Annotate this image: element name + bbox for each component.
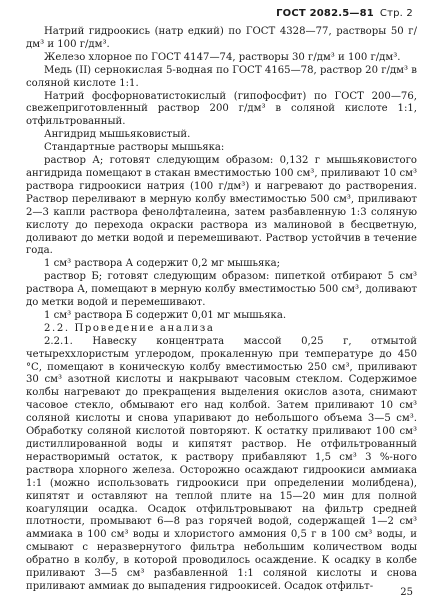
reagent-sodium-hydroxide: Натрий гидроокись (натр едкий) по ГОСТ 4328—77, растворы 50 г/дм³ и 100 г/дм³. bbox=[26, 26, 417, 50]
solution-b-content: 1 см³ раствора Б содержит 0,01 мг мышьяка. bbox=[44, 309, 287, 321]
standard-code: ГОСТ 2082.5—81 bbox=[276, 8, 374, 19]
standard-solutions-heading: Стандартные растворы мышьяка: bbox=[44, 142, 225, 154]
reagent-sodium-hypophosphite: Натрий фосфорноватистокислый (гипофосфит) по ГОСТ 200—76, свежеприготовленный раствор 200 г/дм³ в соляной кислоте 1:1, отфильтрованный. bbox=[26, 90, 417, 128]
solution-a-preparation: раствор А; готовят следующим образом: 0,132 г мышьяковистого ангидрида помещают в стакан вместимостью 100 см³, приливают 10 см³ раствора гидроокиси натрия (100 г/дм³) и нагревают до растворения. Раствор переливают в мерную колбу вместимостью 500 см³, приливают 2—3 капли раствора фенолфталеина, затем разбавленную 1:3 соляную кислоту до перехода окраски раствора из малиновой в бесцветную, доливают до метки водой и перемешивают. Раствор устойчив в течение года. bbox=[26, 155, 417, 257]
analysis-procedure: 2.2.1. Навеску концентрата массой 0,25 г, отмытой четыреххлористым углеродом, прокаленную при температуре до 450 °С, помещают в коническую колбу вместимостью 250 см³, приливают 30 см³ азотной кислоты и накрывают часовым стеклом. Содержимое колбы нагревают до прекращения выделения окислов азота, снимают часовое стекло, обмывают его над колбой. Затем приливают 10 см³ соляной кислоты и снова упаривают до небольшого объема 3—5 см³. Обработку соляной кислотой повторяют. К остатку приливают 100 см³ дистиллированной воды и кипятят раствор. Не отфильтрованный нерастворимый остаток, к раствору прибавляют 1,5 см³ 3 %-ного раствора хлорного железа. Осторожно осаждают гидроокиси аммиака 1:1 (можно использовать гидроокиси при определении молибдена), кипятят и оставляют на теплой плите на 15—20 мин для полной коагуляции осадка. Осадок отфильтровывают на фильтр средней плотности, промывают 6—8 раз горячей водой, содержащей 1—2 см³ аммиака в 100 см³ воды и хлористого аммония 0,5 г в 100 см³ воды, и смывают с неразвернутого фильтра небольшим количеством воды обратно в колбу, в которой проводилось осаждение. К осадку в колбе приливают 3—5 см³ разбавленной 1:1 соляной кислоты и снова приливают аммиак до выпадения гидроокисей. Осадок отфильт- bbox=[26, 335, 417, 592]
section-heading-analysis: 2.2. Проведение анализа bbox=[44, 322, 215, 334]
reagent-arsenic-anhydride: Ангидрид мышьяковистый. bbox=[44, 129, 191, 141]
solution-a-content: 1 см³ раствора А содержит 0,2 мг мышьяка; bbox=[44, 258, 281, 270]
page-header bbox=[276, 8, 413, 19]
reagent-ferric-chloride: Железо хлорное по ГОСТ 4147—74, растворы 30 г/дм³ и 100 г/дм³. bbox=[44, 51, 401, 63]
solution-b-preparation: раствор Б; готовят следующим образом: пипеткой отбирают 5 см³ раствора А, помещают в мерную колбу вместимостью 500 см³, доливают до метки водой и перемешивают. bbox=[26, 271, 417, 309]
page-number: 25 bbox=[400, 587, 413, 598]
body-text bbox=[26, 26, 417, 594]
page-label: Стр. 2 bbox=[379, 8, 413, 19]
reagent-copper-sulfate: Медь (II) сернокислая 5-водная по ГОСТ 4165—78, раствор 20 г/дм³ в соляной кислоте 1:1. bbox=[26, 64, 417, 89]
